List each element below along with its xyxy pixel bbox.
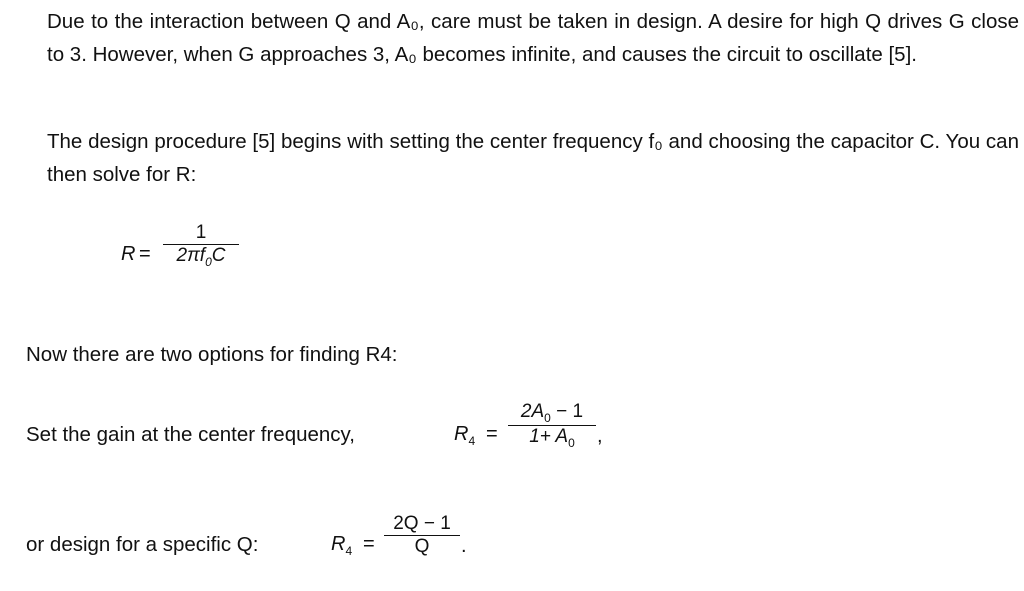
option1-comma: ,: [597, 425, 603, 447]
option2-period: .: [461, 535, 467, 557]
option2-text: or design for a specific Q:: [26, 533, 259, 556]
paragraph-design-procedure: The design procedure [5] begins with setting the center frequency f₀ and choosing the capacitor C. You can then solve for R:: [47, 130, 1019, 186]
option2-denominator: Q: [414, 536, 430, 558]
eq-r-numerator: 1: [195, 222, 207, 243]
option1-text: Set the gain at the center frequency,: [26, 423, 355, 446]
eq-r-fraction: [163, 222, 239, 269]
options-intro: Now there are two options for finding R4:: [26, 343, 398, 366]
eq-r-equals: =: [139, 243, 151, 265]
option2-numerator: 2Q − 1: [393, 513, 451, 534]
option1-fraction: [508, 401, 596, 450]
option1-equals: =: [486, 423, 498, 445]
eq-r-denominator: $2\pi f_0C$: [176, 245, 226, 270]
eq-r-lhs: R: [121, 243, 136, 265]
option1-numerator: $2A_0 - 1$: [520, 401, 584, 425]
option2-fraction: [384, 513, 460, 558]
option2-lhs: $R_4$: [331, 533, 353, 558]
paragraph-interaction: Due to the interaction between Q and A₀, care must be taken in design. A desire for high Q drives G close to 3. However, when G approaches 3, A₀ becomes infinite, and causes the circuit to oscillate [5].: [47, 10, 1019, 66]
option1-lhs: $R_4$: [454, 423, 476, 448]
option2-equals: =: [363, 533, 375, 555]
option1-denominator: $1+ A_0$: [529, 426, 575, 451]
